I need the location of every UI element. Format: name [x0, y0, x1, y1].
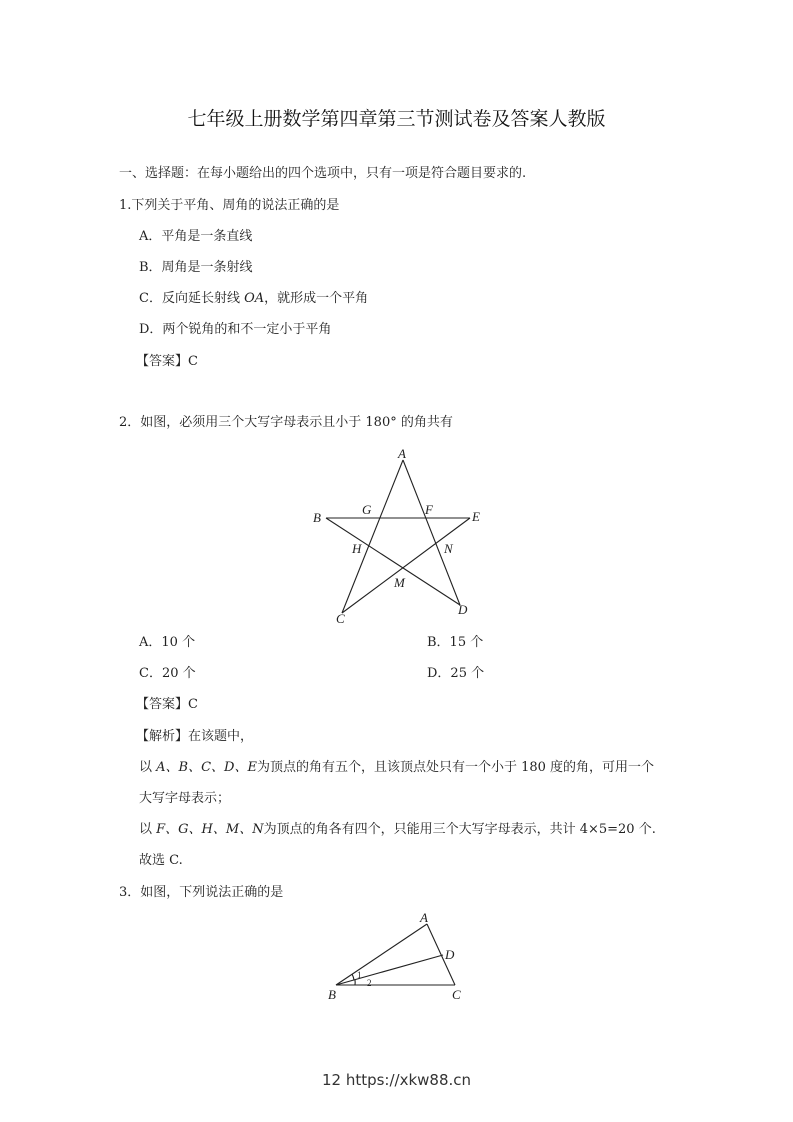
q2-option-c: C．20 个 — [139, 666, 196, 681]
q2-answer: 【答案】C — [136, 697, 198, 712]
page-footer: 12 https://xkw88.cn — [321, 1071, 472, 1089]
label-d: D — [458, 602, 468, 617]
l1-post: 为顶点的角有五个，且该顶点处只有一个小于 180 度的角，可用一个 — [256, 760, 655, 775]
q2-option-a: A．10 个 — [139, 635, 196, 650]
q1-stem: 1.下列关于平角、周角的说法正确的是 — [119, 198, 340, 213]
line-bd — [326, 518, 460, 605]
label-b: B — [328, 987, 336, 1002]
l1-vars: A、B、C、D、E — [156, 760, 257, 775]
label-c: C — [336, 611, 345, 626]
angle-label-2: 2 — [367, 978, 372, 988]
label-e: E — [472, 509, 480, 524]
q2-option-b: B．15 个 — [427, 635, 484, 650]
l3-post: 为顶点的角各有四个，只能用三个大写字母表示，共计 4×5=20 个. — [263, 822, 656, 837]
q2-analysis-line4: 故选 C. — [139, 853, 183, 868]
label-h: H — [352, 541, 362, 556]
q1-option-b: B．周角是一条射线 — [139, 260, 253, 275]
q1-c-var: OA — [244, 291, 265, 306]
q1-c-pre: C．反向延长射线 — [139, 291, 245, 306]
label-d: D — [445, 947, 455, 962]
l3-vars: F、G、H、M、N — [156, 822, 264, 837]
line-ba — [336, 924, 427, 985]
label-a: A — [398, 446, 406, 461]
q2-analysis-head: 【解析】在该题中， — [136, 729, 254, 744]
line-ad — [403, 460, 460, 605]
q2-analysis-line1 — [139, 760, 654, 776]
triangle-figure — [336, 924, 455, 985]
l3-pre: 以 — [139, 822, 157, 837]
label-m: M — [394, 575, 405, 590]
q2-option-d: D．25 个 — [427, 666, 485, 681]
q2-analysis-line2: 大写字母表示； — [139, 791, 231, 806]
q1-option-d: D．两个锐角的和不一定小于平角 — [139, 322, 332, 337]
q2-stem: 2．如图，必须用三个大写字母表示且小于 180° 的角共有 — [119, 415, 453, 430]
q1-answer: 【答案】C — [136, 354, 198, 369]
star-figure — [326, 460, 470, 613]
angle-label-1: 1 — [357, 970, 362, 980]
label-a: A — [420, 910, 428, 925]
l1-pre: 以 — [139, 760, 157, 775]
q3-stem: 3．如图，下列说法正确的是 — [119, 885, 284, 900]
angle-mark-1 — [352, 974, 354, 980]
label-f: F — [425, 502, 433, 517]
label-g: G — [362, 502, 372, 517]
q2-analysis-line3 — [139, 822, 656, 838]
section-heading: 一、选择题：在每小题给出的四个选项中，只有一项是符合题目要求的. — [119, 166, 527, 181]
label-c: C — [452, 987, 461, 1002]
q1-c-post: ，就形成一个平角 — [264, 291, 369, 306]
q1-option-a: A．平角是一条直线 — [139, 229, 253, 244]
line-bd — [336, 955, 443, 985]
label-n: N — [444, 541, 453, 556]
page-title: 七年级上册数学第四章第三节测试卷及答案人教版 — [187, 108, 606, 130]
label-b: B — [313, 510, 321, 525]
